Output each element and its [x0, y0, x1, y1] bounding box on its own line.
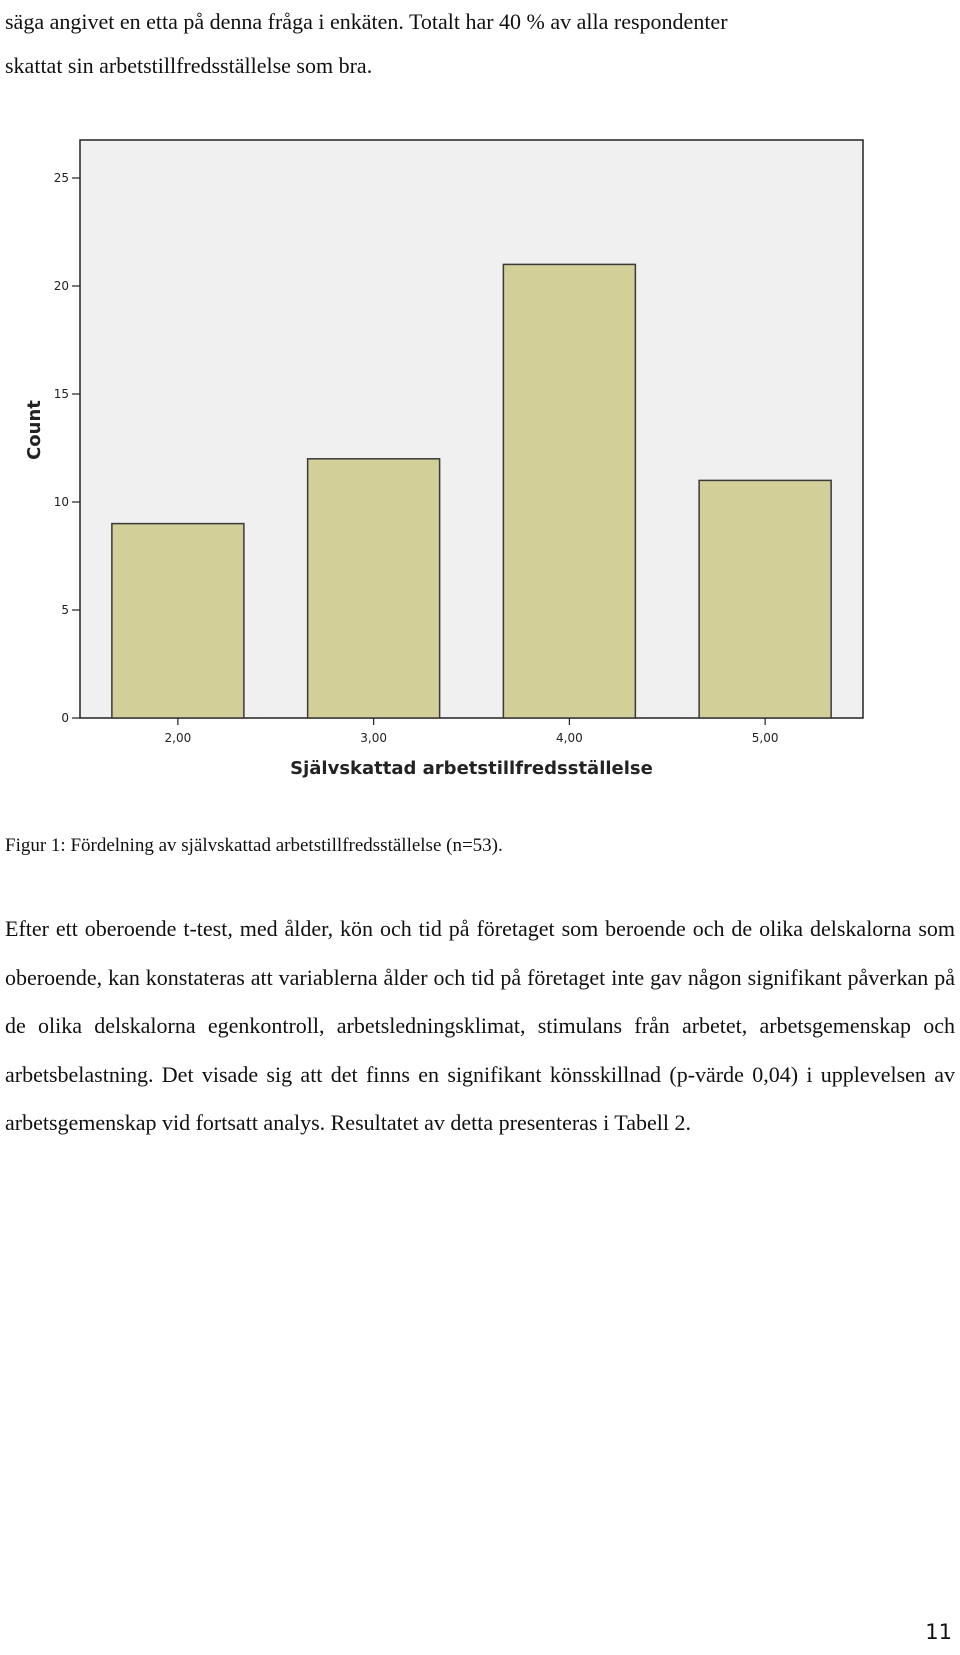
x-tick-label: 4,00: [556, 731, 583, 745]
y-tick-label: 5: [61, 603, 69, 617]
y-tick-label: 0: [61, 711, 69, 725]
bar: [308, 459, 440, 718]
bar: [112, 524, 244, 718]
x-tick-label: 2,00: [164, 731, 192, 745]
x-tick-label: 5,00: [751, 731, 779, 745]
x-axis-title: Självskattad arbetstillfredsställelse: [290, 758, 653, 779]
intro-line-1: säga angivet en etta på denna fråga i enkäten. Totalt har 40 % av alla respondenter: [5, 9, 728, 34]
intro-paragraph: [5, 0, 955, 88]
body-paragraph: Efter ett oberoende t-test, med ålder, kön och tid på företaget som beroende och de olika delskalorna som oberoende, kan konstateras att variablerna ålder och tid på företaget inte gav någon signifikant påverkan på de olika delskalorna egenkontroll, arbetsledningsklimat, stimulans från arbetet, arbetsgemenskap och arbetsbelastning. Det visade sig att det finns en signifikant könsskillnad (p-värde 0,04) i upplevelsen av arbetsgemenskap vid fortsatt analys. Resultatet av detta presenteras i Tabell 2.: [5, 916, 955, 1135]
intro-line-2: skattat sin arbetstillfredsställelse som bra.: [5, 53, 373, 78]
x-tick-label: 3,00: [360, 731, 387, 745]
y-tick-label: 20: [53, 279, 69, 293]
y-tick-label: 10: [53, 495, 69, 509]
y-axis-title: Count: [24, 400, 45, 460]
page-number: 11: [925, 1620, 952, 1644]
bar: [699, 480, 831, 718]
figure-caption: Figur 1: Fördelning av självskattad arbetstillfredsställelse (n=53).: [5, 835, 503, 856]
y-tick-label: 15: [53, 387, 69, 401]
y-tick-label: 25: [53, 171, 69, 185]
bar: [503, 264, 635, 718]
bar-chart: [0, 130, 960, 790]
